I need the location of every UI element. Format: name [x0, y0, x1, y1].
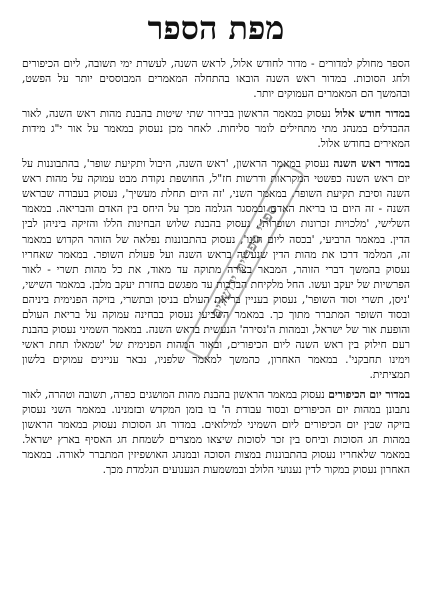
section-heading: במדור יום הכיפורים [328, 387, 411, 401]
document-page [22, 6, 410, 594]
intro-paragraph: הספר מחולק למדורים - מדור לחודש אלול, לראש השנה, לעשרת ימי תשובה, ליום הכיפורים ולחג הסוכות. במדור ראש השנה הובאו בהתחלה המאמרים המבוססים יותר על הפשט, ובהמשך הם המאמרים העמוקים יותר. [22, 57, 410, 101]
section-text: נעסוק במאמר הראשון בהבנת מהות המושגים כפרה, תשובה וטהרה, לאור נתבונן במהות יום הכיפורים ובסוד עבודת ה' בו בזמן המקדש ובזמנינו. במאמר השני נעסוק בזיקה שבין יום הכיפורים ליום השמיני למילואים. במדור חג הסוכות נעסוק במאמר הראשון במהות חג הסוכות וביחס בין זכר לסוכות שיצאו ממצרים לשמחת חג האסיף בארץ ישראל. במאמר שלאחריו נעסוק בהתבוננות במצות הסוכה ובמנהג האושפיזין המתברר לאורה. במאמר האחרון נעסוק במקור לדין נענועי הלולב ובמשמעות הנענועים הנלמדת מכך. [22, 387, 410, 477]
section-text: נעסוק במאמר הראשון בבירור שתי שיטות בהבנת מהות ראש השנה, לאור ההבדלים במנהג מתי מתחילים לומר סליחות. לאחר מכן נעסוק במאמר על אור י"ג מידות המאירים בחודש אלול. [22, 107, 410, 151]
section-yom-kippur [22, 387, 410, 477]
section-elul [22, 106, 410, 151]
section-heading: במדור ראש השנה [333, 157, 410, 171]
stamp-text: ספרי ספריית ירושלים [206, 201, 281, 321]
page-title: מפת הספר [147, 9, 285, 47]
section-text: נעסוק במאמר הראשון, 'ראש השנה, היבול ותקיעת שופר', בהתבוננות על יום ראש השנה כפשטי המקראות ודרשות חז"ל, החושפת נקודת מבט עמוקה על מהות ראש השנה וסיבת תקיעת השופר. במאמר השני, 'זה היום תחלת מעשיך', נעסוק בעבודה שבראש השנה - זה היום בו בריאת האדם ובמסגר הגלמה מכך על היחס בין האדם והבריאה. במאמר השלישי, 'מלכויות זכרונות ושופרות', נעסוק בהבנת שלוש הבחינות הללו והזיקה ביניהן לבין הדין. במאמר הרביעי, 'בכסה ליום חגנו', נעסוק בהתבוננות נפלאה של הזוהר הקדוש במאמר זה, המלמד דרכו את מהות הדין שנעשה בראש השנה ועל פעולת השופר. במאמר שאחריו נעסוק בהמשך דברי הזוהר, המבאר בצורה מתוקה עד מאוד, את כל מהות תשרי - לאור הפרשיות של יעקב ועשו. החל מלקיחת הברכות עד מפגשם בחזרת יעקב מלבן. במאמר השישי, 'ניסן, תשרי וסוד השופר', נעסוק בעניין בריאת העולם בניסן ובתשרי, בזיקה הפנימית ביניהם ובסוד השופר המתברר מתוך כך. במאמר השביעי נעסוק בבחינה עמוקה על בריאת העולם והופעת אור של ישראל, ובמהות ה'נסירה' הנעשית בראש השנה. במאמר השמיני נעסוק בהבנת רעם חילוק בין ראש השנה ליום הכיפורים, ובאור המהות הפנימית של 'שמאלו תחת ראשי וימינו תחבקני'. במאמר האחרון, כהמשך למאמר שלפניו, נבאר עניינים עמוקים בלשון תמציתית. [22, 157, 410, 381]
section-rosh-hashana [22, 156, 410, 382]
section-heading: במדור חודש אלול [335, 107, 410, 121]
